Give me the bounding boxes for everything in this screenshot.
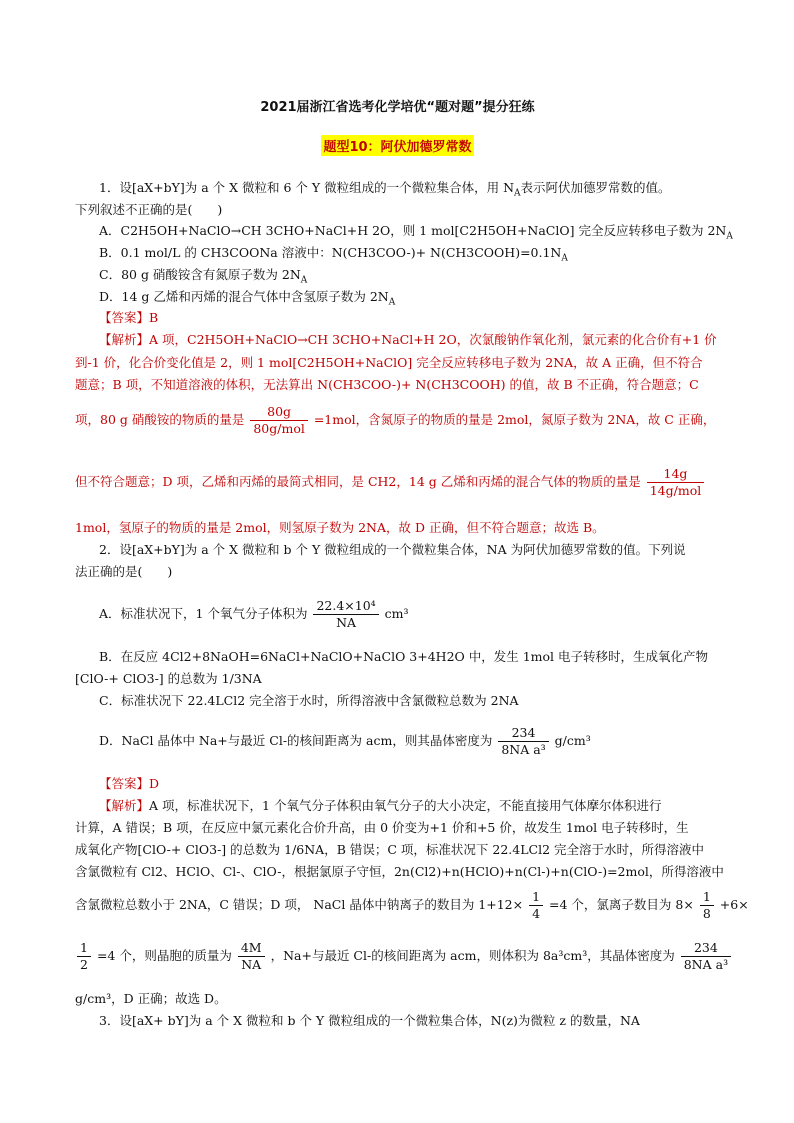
q2-explanation-1: 【解析】A 项，标准状况下，1 个氧气分子体积由氧气分子的大小决定，不能直接用气体摩尔体积进行 [99, 798, 662, 813]
fraction: $\frac{234}{\text{8NA a³}}$ [498, 725, 548, 758]
q2-explanation-7: g/cm³，D 正确；故选 D。 [75, 991, 227, 1006]
q1-explanation-5: 但不符合题意；D 项，乙烯和丙烯的最简式相同，是 CH2，14 g 乙烯和丙烯的混合气体的物质的量是 $\frac{14g}{\text{14g/mol}}$ [75, 466, 706, 499]
q3-stem: 3．设[aX+ bY]为 a 个 X 微粒和 b 个 Y 微粒组成的一个微粒集合体，N(z)为微粒 z 的数量，NA [99, 1013, 640, 1028]
fraction: $\frac{1}{8}$ [700, 889, 714, 922]
q2-explanation-3: 成氧化产物[ClO-+ ClO3-] 的总数为 1/6NA，B 错误；C 项，标准状况下 22.4LCl2 完全溶于水时，所得溶液中 [75, 842, 704, 857]
q1-option-d: D．14 g 乙烯和丙烯的混合气体中含氢原子数为 $2N_A$ [99, 289, 396, 308]
q1-option-a: A．C2H5OH+NaClO→CH 3CHO+NaCl+H 2O，则 1 mol[C2H5OH+NaClO] 完全反应转移电子数为 $2N_A$ [99, 223, 733, 242]
q1-option-c: C．80 g 硝酸铵含有氮原子数为 $2N_A$ [99, 267, 308, 286]
q2-option-c: C．标准状况下 22.4LCl2 完全溶于水时，所得溶液中含氯微粒总数为 2NA [99, 693, 519, 708]
q2-option-a: A．标准状况下，1 个氧气分子体积为 $\frac{\text{22.4×10⁴}}{NA}$ cm³ [99, 598, 409, 630]
q1-explanation-4: 项，80 g 硝酸铵的物质的量是 $\frac{80g}{\text{80g/mol}}$ =1mol，含氮原子的物质的量是 2mol，氮原子数为 2NA，故 C 正确， [75, 404, 716, 436]
q1-stem-cont: 下列叙述不正确的是( ) [75, 202, 223, 217]
q1-explanation-6: 1mol，氢原子的物质的量是 2mol，则氢原子数为 2NA，故 D 正确，但不符合题意；故选 B。 [75, 520, 605, 535]
q1-explanation-3: 题意；B 项，不知道溶液的体积，无法算出 N(CH3COO-)+ N(CH3COOH) 的值，故 B 不正确，符合题意；C [75, 377, 699, 392]
fraction: $\frac{234}{\text{8NA a³}}$ [681, 940, 731, 973]
q2-explanation-6: $\frac{1}{2}$ =4 个，则晶胞的质量为 $\frac{4M}{NA}$ ，Na+与最近 Cl-的核间距离为 acm，则体积为 8a³cm³，其晶体密度为 $\frac{234}{\text{8NA a³}}$ [75, 940, 733, 973]
q2-option-b: B．在反应 4Cl2+8NaOH=6NaCl+NaClO+NaClO 3+4H2O 中，发生 1mol 电子转移时，生成氧化产物 [99, 649, 709, 664]
document-title: 2021届浙江省选考化学培优“题对题”提分狂练 [260, 100, 535, 115]
fraction: $\frac{\text{22.4×10⁴}}{NA}$ [313, 598, 378, 631]
q1-stem: 1．设[aX+bY]为 a 个 X 微粒和 6 个 Y 微粒组成的一个微粒集合体，用 $N_A$表示阿伏加德罗常数的值。 [99, 180, 671, 199]
q2-explanation-5: 含氯微粒总数小于 2NA，C 错误；D 项， NaCl 晶体中钠离子的数目为 1+12× $\frac{1}{4}$ =4 个，氯离子数目为 8× $\frac{1}{8}$ +6× [75, 889, 749, 921]
fraction: $\frac{1}{2}$ [77, 940, 91, 973]
fraction: $\frac{4M}{NA}$ [238, 940, 265, 973]
fraction: $\frac{14g}{\text{14g/mol}}$ [647, 466, 705, 499]
q2-stem-cont: 法正确的是( ) [75, 564, 173, 579]
fraction: $\frac{1}{4}$ [529, 889, 543, 922]
q1-answer: 【答案】B [99, 310, 159, 325]
q2-explanation-4: 含氯微粒有 Cl2、HClO、Cl-、ClO-，根据氯原子守恒，2n(Cl2)+n(HClO)+n(Cl-)+n(ClO-)=2mol，所得溶液中 [75, 864, 724, 879]
q2-option-b-cont: [ClO-+ ClO3-] 的总数为 1/3NA [75, 671, 262, 686]
q2-answer: 【答案】D [99, 776, 160, 791]
q2-explanation-2: 计算，A 错误；B 项，在反应中氯元素化合价升高，由 0 价变为+1 价和+5 价，故发生 1mol 电子转移时，生 [75, 820, 689, 835]
fraction: $\frac{80g}{\text{80g/mol}}$ [250, 404, 308, 437]
q1-explanation-2: 到-1 价，化合价变化值是 2，则 1 mol[C2H5OH+NaClO] 完全反应转移电子数为 2NA，故 A 正确，但不符合 [75, 355, 703, 370]
q2-stem: 2．设[aX+bY]为 a 个 X 微粒和 b 个 Y 微粒组成的一个微粒集合体，NA 为阿伏加德罗常数的值。下列说 [99, 542, 686, 557]
q1-explanation-1: 【解析】A 项，C2H5OH+NaClO→CH 3CHO+NaCl+H 2O，次氯酸钠作氧化剂，氯元素的化合价有+1 价 [99, 332, 717, 347]
q1-option-b: B．0.1 mol/L 的 CH3COONa 溶液中：$N(CH3COO-)+ N(CH3COOH)=0.1N_A$ [99, 245, 568, 264]
section-heading: 题型10：阿伏加德罗常数 [321, 135, 473, 156]
q2-option-d: D．NaCl 晶体中 Na+与最近 Cl-的核间距离为 acm，则其晶体密度为 $\frac{234}{\text{8NA a³}}$ g/cm³ [99, 725, 591, 757]
